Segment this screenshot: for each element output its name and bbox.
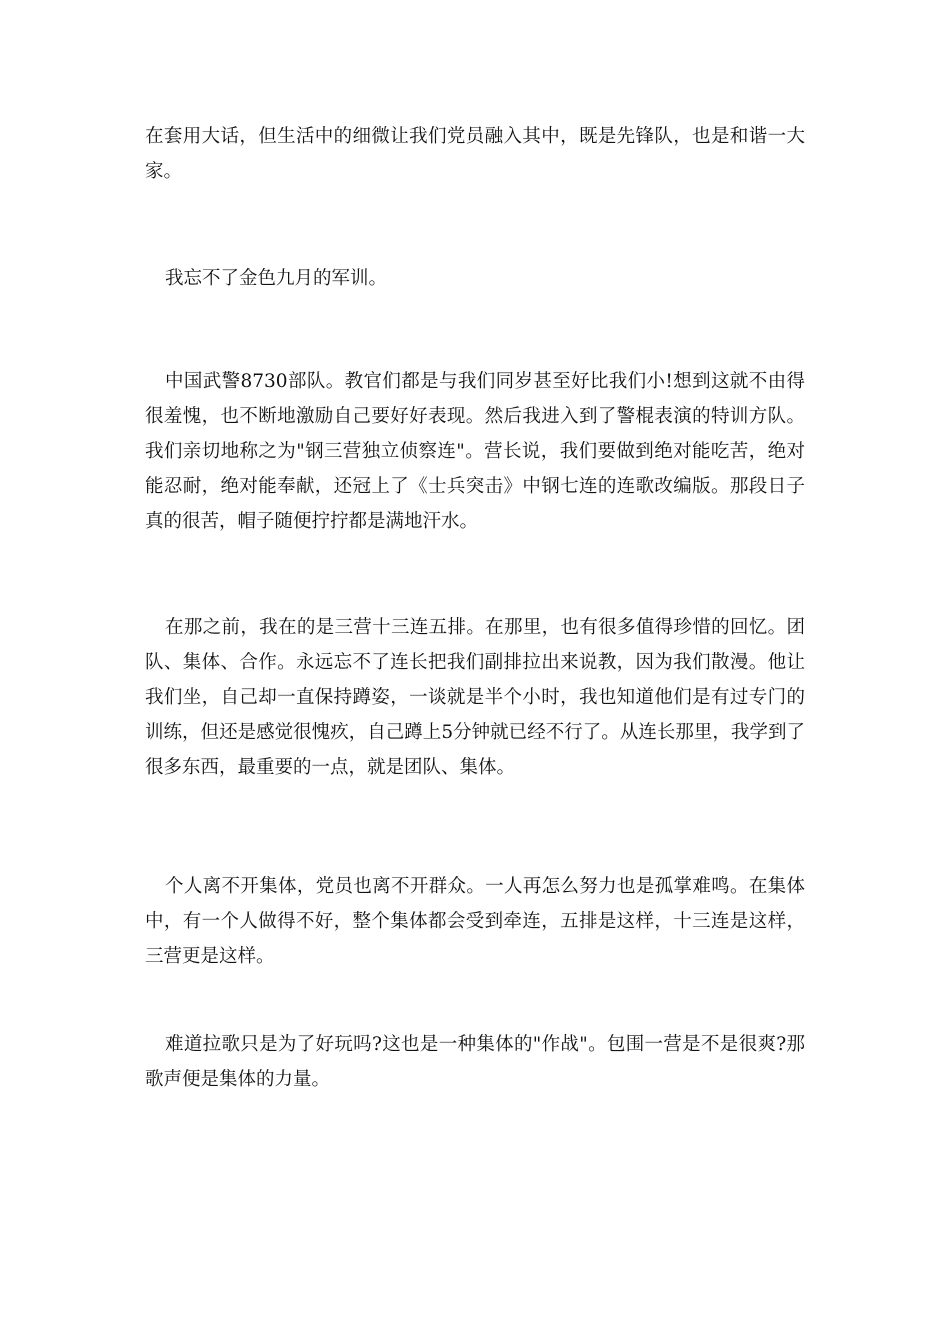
paragraph-1: 在套用大话，但生活中的细微让我们党员融入其中，既是先锋队，也是和谐一大家。 [145, 126, 805, 182]
paragraph-4: 在那之前，我在的是三营十三连五排。在那里，也有很多值得珍惜的回忆。团队、集体、合作。永远忘不了连长把我们副排拉出来说教，因为我们散漫。他让我们坐，自己却一直保持蹲姿，一谈就是半个小时，我也知道他们是有过专门的训练，但还是感觉很愧疚，自己蹲上5分钟就已经不行了。从连长那里，我学到了很多东西，最重要的一点，就是团队、集体。 [145, 617, 805, 778]
paragraph-2: 我忘不了金色九月的军训。 [165, 268, 388, 289]
paragraph-6: 难道拉歌只是为了好玩吗?这也是一种集体的"作战"。包围一营是不是很爽?那歌声便是集体的力量。 [145, 1034, 805, 1090]
paragraph-5: 个人离不开集体，党员也离不开群众。一人再怎么努力也是孤掌难鸣。在集体中，有一个人做得不好，整个集体都会受到牵连，五排是这样，十三连是这样，三营更是这样。 [145, 876, 805, 967]
paragraph-3: 中国武警8730部队。教官们都是与我们同岁甚至好比我们小!想到这就不由得很羞愧，也不断地激励自己要好好表现。然后我进入到了警棍表演的特训方队。我们亲切地称之为"钢三营独立侦察连"。营长说，我们要做到绝对能吃苦，绝对能忍耐，绝对能奉献，还冠上了《士兵突击》中钢七连的连歌改编版。那段日子真的很苦，帽子随便拧拧都是满地汗水。 [145, 371, 805, 532]
